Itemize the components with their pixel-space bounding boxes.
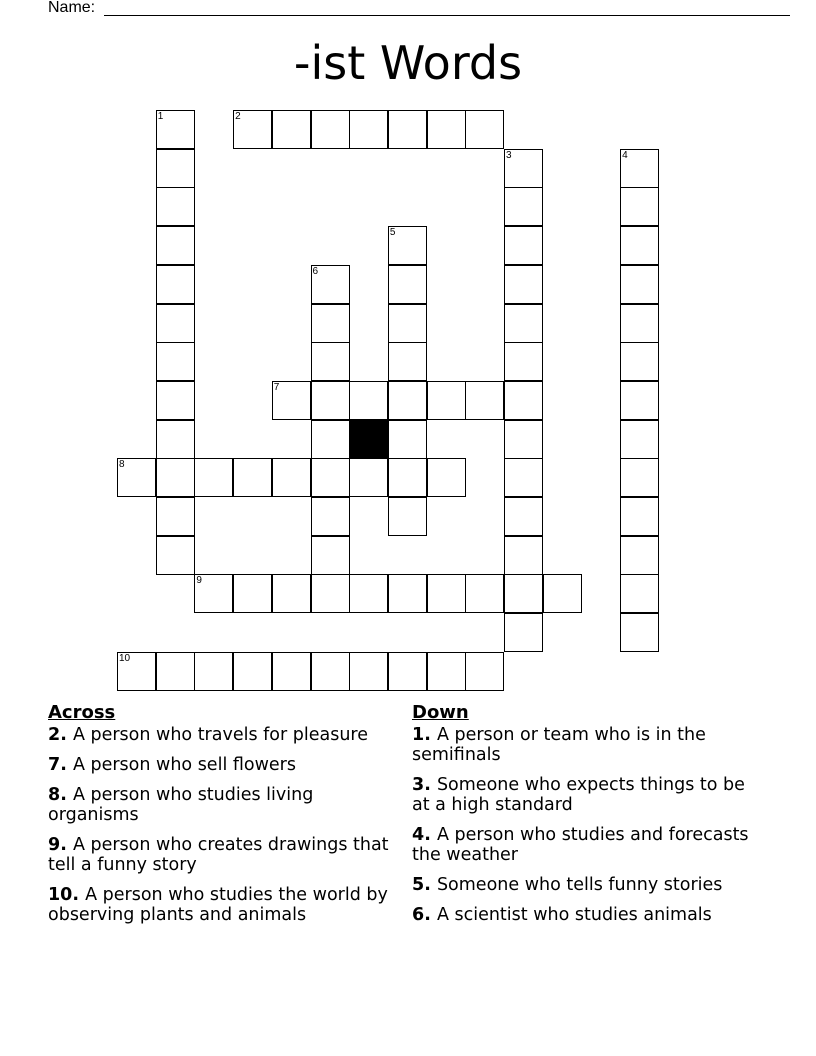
grid-cell[interactable] [311, 497, 350, 536]
grid-cell[interactable] [156, 265, 195, 304]
grid-cell[interactable] [388, 342, 427, 381]
clue-text: A person who studies the world by observing plants and animals [48, 885, 388, 925]
grid-cell[interactable] [620, 420, 659, 459]
grid-cell[interactable] [311, 110, 350, 149]
grid-cell[interactable] [620, 342, 659, 381]
across-clues [48, 702, 400, 935]
grid-cell[interactable] [311, 574, 350, 613]
down-clue: 6. A scientist who studies animals [412, 905, 712, 925]
grid-cell[interactable] [504, 187, 543, 226]
across-clue: 10. A person who studies the world by observing plants and animals [48, 885, 388, 925]
grid-cell[interactable] [427, 574, 466, 613]
grid-cell[interactable] [388, 458, 427, 497]
grid-cell[interactable] [156, 381, 195, 420]
clue-number: 5 [389, 227, 396, 239]
across-clue-list [48, 725, 400, 925]
grid-cell[interactable] [620, 458, 659, 497]
across-clue: 7. A person who sell flowers [48, 755, 296, 775]
grid-cell[interactable] [272, 458, 311, 497]
grid-cell[interactable] [620, 304, 659, 343]
grid-cell[interactable] [311, 342, 350, 381]
grid-cell[interactable] [156, 226, 195, 265]
grid-cell[interactable] [194, 574, 233, 613]
clue-number: 7 [48, 755, 61, 775]
grid-cell[interactable] [504, 613, 543, 652]
grid-cell[interactable] [156, 652, 195, 691]
clue-text: A person who travels for pleasure [72, 725, 369, 745]
grid-cell[interactable] [156, 110, 195, 149]
across-clue: 9. A person who creates drawings that tell a funny story [48, 835, 389, 875]
clue-text: A person who studies living organisms [48, 785, 314, 825]
grid-cell[interactable] [272, 574, 311, 613]
grid-cell[interactable] [504, 420, 543, 459]
grid-cell[interactable] [156, 187, 195, 226]
grid-cell[interactable] [504, 381, 543, 420]
clue-number: 9 [48, 835, 61, 855]
grid-cell[interactable] [620, 265, 659, 304]
grid-cell[interactable] [620, 149, 659, 188]
clue-number: 8 [48, 785, 61, 805]
name-label: Name: [48, 0, 96, 16]
clue-text: A person who studies and forecasts the weather [412, 825, 749, 865]
grid-cell[interactable] [620, 187, 659, 226]
clue-text: A person or team who is in the semifinals [412, 725, 706, 765]
puzzle-title: -ist Words [293, 36, 523, 90]
clue-number: 1 [412, 725, 425, 745]
grid-cell[interactable] [620, 497, 659, 536]
grid-cell[interactable] [465, 574, 504, 613]
grid-cell[interactable] [465, 652, 504, 691]
grid-cell[interactable] [156, 536, 195, 575]
down-clue-list [412, 725, 757, 925]
down-clues [412, 702, 757, 935]
clue-number: 3 [506, 149, 512, 161]
down-clue: 1. A person or team who is in the semifinals [412, 725, 706, 765]
clue-number: 7 [273, 381, 280, 393]
grid-cell[interactable] [117, 652, 156, 691]
grid-cell[interactable] [504, 497, 543, 536]
grid-cell[interactable] [504, 226, 543, 265]
grid-cell[interactable] [504, 149, 543, 188]
grid-cell[interactable] [620, 226, 659, 265]
grid-cell[interactable] [272, 381, 311, 420]
grid-cell[interactable] [117, 458, 156, 497]
clue-number: 6 [412, 905, 425, 925]
grid-cell[interactable] [388, 652, 427, 691]
grid-cell[interactable] [427, 652, 466, 691]
grid-cell[interactable] [311, 304, 350, 343]
clue-number: 8 [119, 459, 125, 471]
across-clue: 2. A person who travels for pleasure [48, 725, 369, 745]
grid-cell[interactable] [233, 652, 272, 691]
grid-cell[interactable] [233, 458, 272, 497]
grid-cell[interactable] [311, 265, 350, 304]
grid-cell[interactable] [388, 420, 427, 459]
grid-cell[interactable] [311, 420, 350, 459]
grid-cell[interactable] [349, 381, 388, 420]
grid-cell[interactable] [543, 574, 582, 613]
across-clue: 8. A person who studies living organisms [48, 785, 314, 825]
grid-cell[interactable] [504, 304, 543, 343]
clue-number: 2 [235, 111, 241, 122]
across-heading: Across [48, 702, 116, 723]
grid-cell[interactable] [349, 110, 388, 149]
grid-cell[interactable] [311, 458, 350, 497]
down-heading: Down [412, 702, 469, 723]
clue-number: 10 [48, 885, 73, 905]
clue-text: Someone who expects things to be at a high standard [412, 775, 745, 815]
grid-cell[interactable] [311, 652, 350, 691]
grid-cell[interactable] [156, 497, 195, 536]
grid-cell[interactable] [388, 110, 427, 149]
clue-number: 2 [48, 725, 61, 745]
grid-cell[interactable] [388, 381, 427, 420]
grid-cell[interactable] [620, 536, 659, 575]
down-clue: 4. A person who studies and forecasts the weather [412, 825, 749, 865]
grid-cell[interactable] [620, 613, 659, 652]
down-clue: 3. Someone who expects things to be at a high standard [412, 775, 745, 815]
name-line [48, 0, 748, 20]
grid-cell[interactable] [504, 574, 543, 613]
grid-block [349, 420, 388, 459]
grid-cell[interactable] [156, 342, 195, 381]
grid-cell[interactable] [349, 652, 388, 691]
grid-cell[interactable] [620, 381, 659, 420]
down-clue: 5. Someone who tells funny stories [412, 875, 723, 895]
clue-number: 4 [622, 149, 628, 161]
grid-cell[interactable] [388, 226, 427, 265]
grid-cell[interactable] [427, 110, 466, 149]
clue-text: A person who sell flowers [72, 755, 296, 775]
clue-number: 3 [412, 775, 425, 795]
grid-cell[interactable] [465, 110, 504, 149]
clue-text: A scientist who studies animals [436, 905, 712, 925]
grid-cell[interactable] [388, 497, 427, 536]
grid-cell[interactable] [311, 536, 350, 575]
grid-cell[interactable] [272, 110, 311, 149]
grid-cell[interactable] [504, 458, 543, 497]
clue-number: 1 [157, 111, 164, 122]
grid-cell[interactable] [311, 381, 350, 420]
grid-cell[interactable] [349, 574, 388, 613]
grid-cell[interactable] [388, 574, 427, 613]
clue-number: 5 [412, 875, 425, 895]
clue-number: 6 [312, 265, 319, 277]
grid-cell[interactable] [233, 110, 272, 149]
clue-number: 4 [412, 825, 425, 845]
grid-cell[interactable] [194, 458, 233, 497]
grid-cell[interactable] [504, 536, 543, 575]
name-blank-line[interactable] [104, 15, 790, 16]
grid-cell[interactable] [388, 265, 427, 304]
clue-text: Someone who tells funny stories [436, 875, 723, 895]
clue-text: A person who creates drawings that tell a funny story [48, 835, 389, 875]
grid-cell[interactable] [156, 149, 195, 188]
grid-cell[interactable] [504, 265, 543, 304]
clue-number: 10 [119, 652, 131, 664]
grid-cell[interactable] [156, 304, 195, 343]
grid-cell[interactable] [349, 458, 388, 497]
grid-cell[interactable] [620, 574, 659, 613]
grid-cell[interactable] [272, 652, 311, 691]
grid-cell[interactable] [427, 458, 466, 497]
grid-cell[interactable] [504, 342, 543, 381]
grid-cell[interactable] [465, 381, 504, 420]
grid-cell[interactable] [194, 652, 233, 691]
grid-cell[interactable] [156, 458, 195, 497]
grid-cell[interactable] [427, 381, 466, 420]
grid-cell[interactable] [156, 420, 195, 459]
grid-cell[interactable] [388, 304, 427, 343]
grid-cell[interactable] [233, 574, 272, 613]
clue-number: 9 [196, 575, 202, 587]
